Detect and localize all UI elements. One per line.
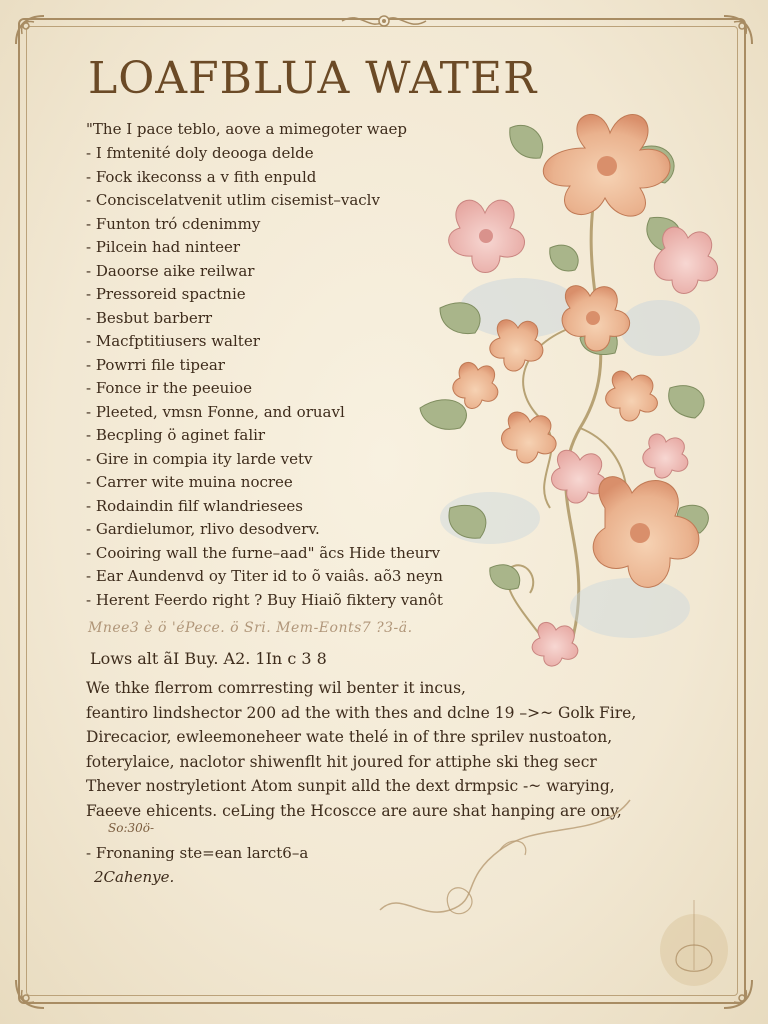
list-item: - Gire in compia ity larde vetv bbox=[86, 448, 506, 472]
list-item: - Fonce ir the peeuioe bbox=[86, 377, 506, 401]
list-item: - Fock ikeconss a v fith enpuld bbox=[86, 166, 506, 190]
paragraph-line: We thke flerrom comrresting wil benter it incus, bbox=[86, 679, 466, 697]
list-item: - Pleeted, vmsn Fonne, and oruavl bbox=[86, 401, 506, 425]
subheading: Lows alt ãI Buy. A2. 1In c 3 8 bbox=[90, 649, 327, 668]
list-item: - Rodaindin filf wlandriesees bbox=[86, 495, 506, 519]
list-item: - Conciscelatvenit utlim cisemist–vaclv bbox=[86, 189, 506, 213]
floral-illustration bbox=[400, 88, 730, 708]
corner-flourish-icon bbox=[12, 976, 48, 1012]
list-item: - Cooiring wall the furne–aad" ãcs Hide theurv bbox=[86, 542, 506, 566]
top-ornament-icon bbox=[340, 8, 428, 34]
intro-line: "The I pace teblo, aove a mimegoter waep bbox=[86, 120, 408, 138]
list-item: - Becpling ö aginet falir bbox=[86, 424, 506, 448]
corner-flourish-icon bbox=[720, 12, 756, 48]
list-item: - Funton tró cdenimmy bbox=[86, 213, 506, 237]
list-item: - Pressoreid spactnie bbox=[86, 283, 506, 307]
paragraph-line: Direcacior, ewleemoneheer wate thelé in of thre sprilev nustoaton, bbox=[86, 728, 613, 746]
list-item: - Carrer wite muina nocree bbox=[86, 471, 506, 495]
final-list-item: - Fronaning ste=ean larct6–a bbox=[86, 842, 386, 864]
list-item: - I fmtenité doly deooga delde bbox=[86, 142, 506, 166]
sign-off: 2Cahenye. bbox=[94, 868, 175, 886]
list-item: - Ear Aundenvd oy Titer id to õ vaiâs. aõ3 neyn bbox=[86, 565, 506, 589]
paragraph-line: Thever nostryletiont Atom sunpit alld the dext drmpsic -~ warying, bbox=[86, 777, 615, 795]
list-item: - Daoorse aike reilwar bbox=[86, 260, 506, 284]
vine-flourish bbox=[360, 780, 660, 940]
list-item: - Powrri file tipear bbox=[86, 354, 506, 378]
list-item: - Macfptitiusers walter bbox=[86, 330, 506, 354]
paragraph-line: Faeeve ehicents. ceLing the Hcoscce are aure shat hanping are ony, bbox=[86, 801, 622, 820]
small-note: So:30ö- bbox=[108, 821, 155, 835]
list-item: - Gardielumor, rlivo desodverv. bbox=[86, 518, 506, 542]
list-item: - Besbut barberr bbox=[86, 307, 506, 331]
faded-handwritten-line: Mnee3 è ö 'éPece. ö Sri. Mem-Eonts7 ?3-ä. bbox=[88, 620, 413, 636]
list-item: - Pilcein had ninteer bbox=[86, 236, 506, 260]
list-item: - Herent Feerdo right ? Buy Hiaiõ fiktery vanôt bbox=[86, 589, 506, 613]
paragraph-line: feantiro lindshector 200 ad the with thes and dclne 19 –>~ Golk Fire, bbox=[86, 703, 637, 722]
stain-stamp bbox=[656, 880, 732, 990]
corner-flourish-icon bbox=[12, 12, 48, 48]
document-title: LOAFBLUA WATER bbox=[88, 53, 538, 104]
paragraph-line: foterylaice, naclotor shiwenflt hit joured for attiphe ski theg secr bbox=[86, 752, 597, 771]
